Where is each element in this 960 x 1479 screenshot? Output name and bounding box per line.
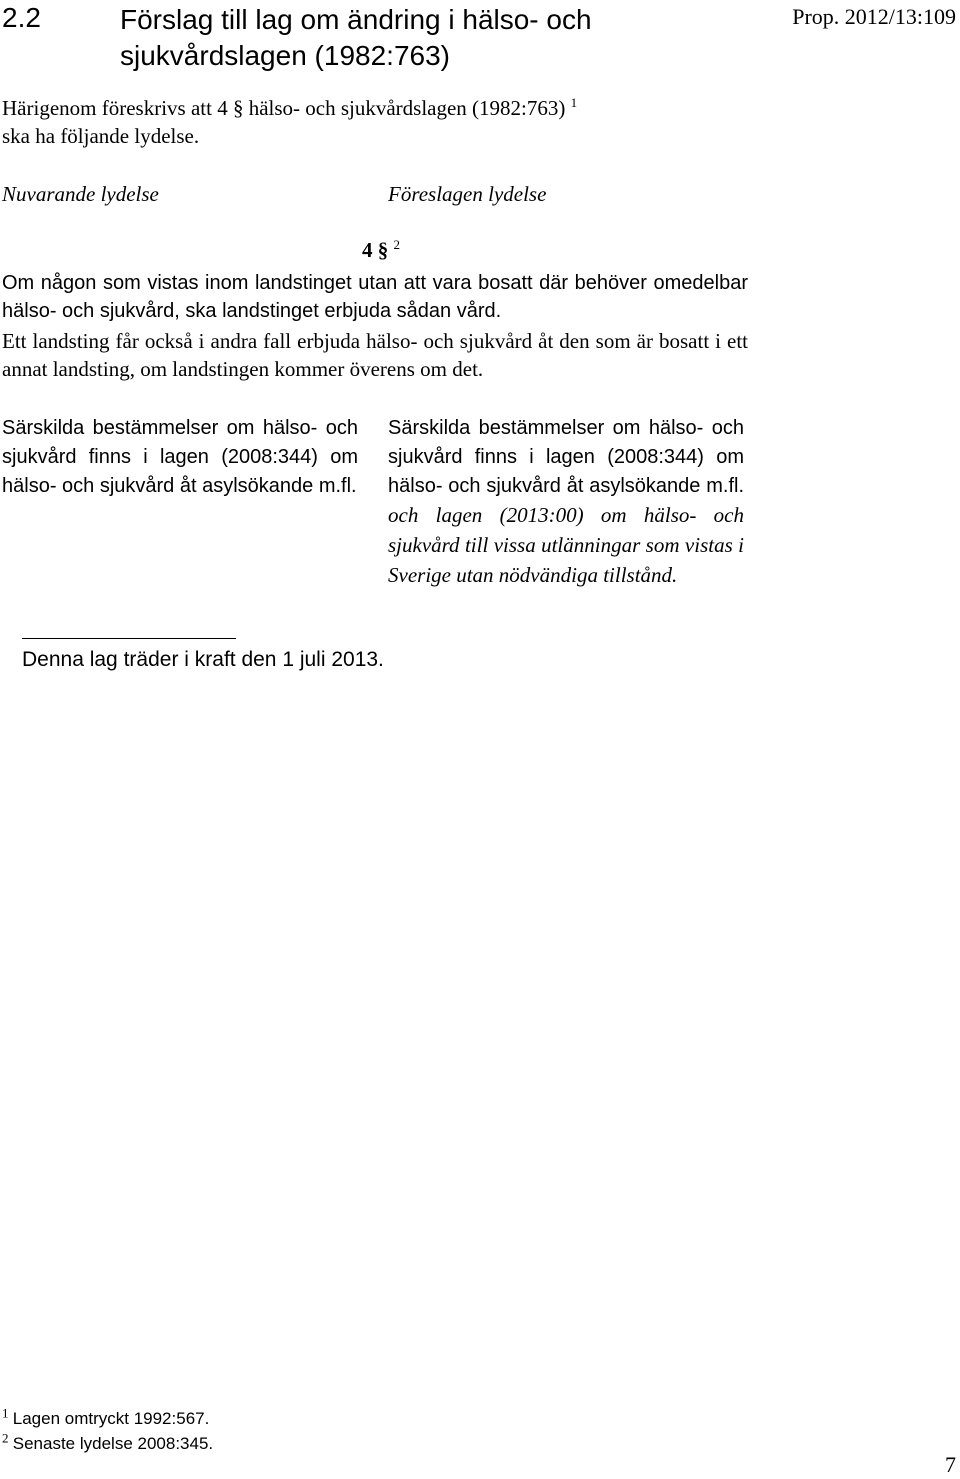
- divider-rule: [22, 638, 236, 639]
- page-number: 7: [945, 1452, 956, 1477]
- paragraph-1: Om någon som vistas inom landstinget utan att vara bosatt där behöver omedelbar hälso- och sjukvård, ska landstinget erbjuda sådan vård.: [2, 272, 748, 322]
- footnote-text: Senaste lydelse 2008:345.: [12, 1434, 214, 1453]
- column-heading-current: Nuvarande lydelse: [2, 182, 159, 206]
- footnote-1: [2, 1405, 210, 1429]
- proposed-wording-added: och lagen (2013:00) om hälso- och sjukvård till vissa utlänningar som vistas i Sverige utan nödvändiga tillstånd.: [388, 503, 744, 587]
- column-heading-proposed: Föreslagen lydelse: [388, 182, 547, 206]
- footnote-ref-2[interactable]: 2: [393, 237, 400, 252]
- section-label-text: 4 §: [362, 238, 389, 262]
- proposed-wording-plain: Särskilda bestämmelser om hälso- och sjukvård finns i lagen (2008:344) om hälso- och sjukvård åt asylsökande m.fl.: [388, 417, 744, 497]
- heading-number: 2.2: [2, 2, 41, 33]
- heading-title: Förslag till lag om ändring i hälso- och sjukvårdslagen (1982:763): [120, 4, 592, 71]
- footnote-2: [2, 1430, 214, 1454]
- intro-text: Härigenom föreskrivs att 4 § hälso- och sjukvårdslagen (1982:763): [2, 96, 566, 120]
- proposed-wording: [388, 414, 744, 591]
- intro-paragraph: [2, 94, 754, 150]
- section-label: [362, 238, 400, 263]
- intro-line: [2, 94, 754, 122]
- proposition-reference: Prop. 2012/13:109: [792, 4, 956, 29]
- effective-date-clause: Denna lag träder i kraft den 1 juli 2013.: [22, 648, 384, 671]
- intro-text-continued: ska ha följande lydelse.: [2, 124, 200, 148]
- current-wording: Särskilda bestämmelser om hälso- och sjukvård finns i lagen (2008:344) om hälso- och sjukvård åt asylsökande m.fl.: [2, 417, 358, 497]
- paragraph-2: Ett landsting får också i andra fall erbjuda hälso- och sjukvård åt den som är bosatt i ett annat landsting, om landstingen kommer överens om det.: [2, 329, 748, 381]
- footnote-ref-1[interactable]: 1: [570, 95, 578, 110]
- footnote-text: Lagen omtryckt 1992:567.: [12, 1409, 210, 1428]
- footnote-number: 1: [2, 1405, 9, 1421]
- footnote-number: 2: [2, 1430, 9, 1446]
